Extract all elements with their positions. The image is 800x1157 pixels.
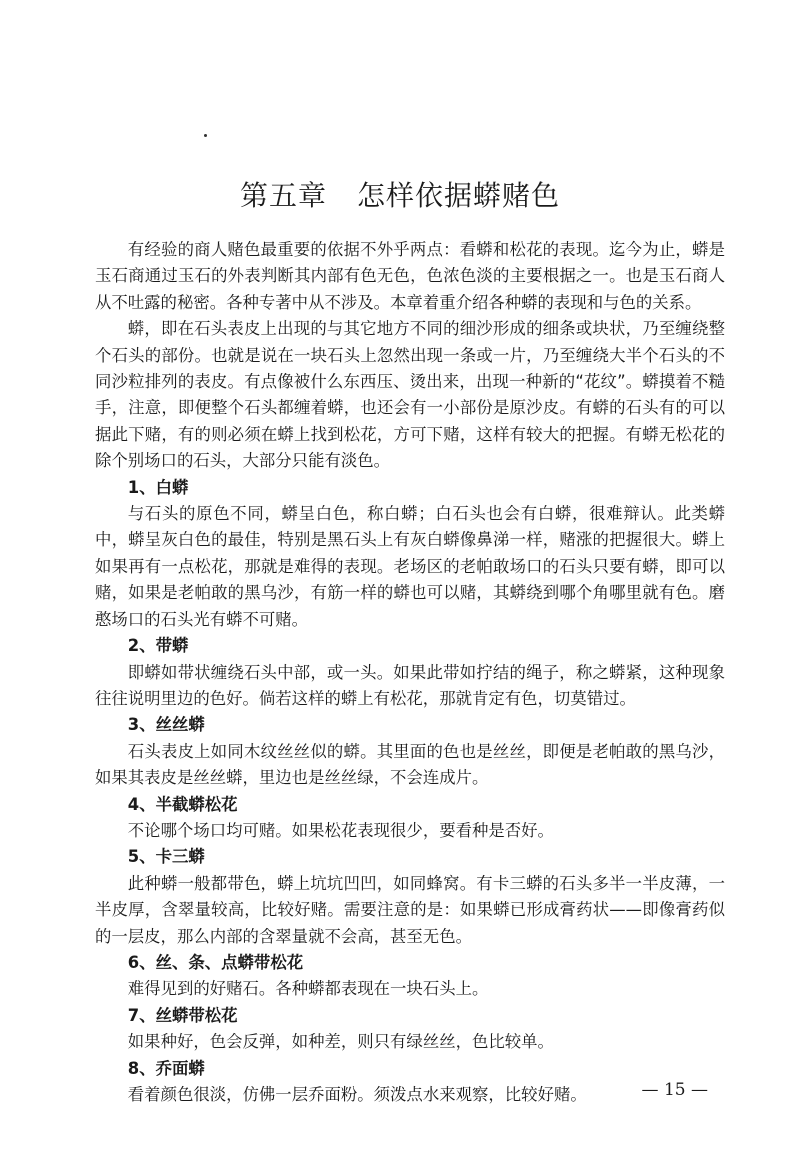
section-heading: 8、乔面蟒	[127, 1058, 205, 1078]
section-heading: 3、丝丝蟒	[127, 715, 205, 735]
body-paragraph: 此种蟒一般都带色，蟒上坑坑凹凹，如同蜂窝。有卡三蟒的石头多半一半皮薄，一半皮厚，含翠量较高，比较好赌。需要注意的是：如果蟒已形成膏药状——即像膏药似的一层皮，那么内部的含翠量就不会高，甚至无色。	[95, 873, 725, 946]
section-heading: 7、丝蟒带松花	[127, 1005, 238, 1025]
chapter-title	[0, 176, 800, 216]
chapter-number: 第五章	[239, 179, 327, 212]
section-heading: 1、白蟒	[127, 477, 189, 497]
body-paragraph: 不论哪个场口均可赌。如果松花表现很少，要看种是否好。	[127, 820, 554, 840]
body-paragraph: 蟒，即在石头表皮上出现的与其它地方不同的细沙形成的细条或块状，乃至缠绕整个石头的部份。也就是说在一块石头上忽然出现一条或一片，乃至缠绕大半个石头的不同沙粒排列的表皮。有点像被什么东西压、烫出来，出现一种新的“花纹”。蟒摸着不糙手，注意，即便整个石头都缠着蟒，也还会有一小部份是原沙皮。有蟒的石头有的可以据此下赌，有的则必须在蟒上找到松花，方可下赌，这样有较大的把握。有蟒无松花的除个别场口的石头，大部分只能有淡色。	[95, 319, 725, 471]
body-paragraph: 难得见到的好赌石。各种蟒都表现在一块石头上。	[127, 979, 489, 999]
body-paragraph: 有经验的商人赌色最重要的依据不外乎两点：看蟒和松花的表现。迄今为止，蟒是玉石商通过玉石的外表判断其内部有色无色，色浓色淡的主要根据之一。也是玉石商人从不吐露的秘密。各种专著中从不涉及。本章着重介绍各种蟒的表现和与色的关系。	[95, 240, 725, 312]
body-paragraph: 石头表皮上如同木纹丝丝似的蟒。其里面的色也是丝丝，即便是老帕敢的黑乌沙，如果其表皮是丝丝蟒，里边也是丝丝绿，不会连成片。	[95, 741, 725, 788]
page-number: — 15 —	[641, 1080, 708, 1100]
body-paragraph: 如果种好，色会反弹，如种差，则只有绿丝丝，色比较单。	[127, 1032, 554, 1052]
section-heading: 5、卡三蟒	[127, 847, 205, 867]
section-heading: 6、丝、条、点蟒带松花	[127, 952, 304, 972]
chapter-title-text: 怎样依据蟒赌色	[357, 179, 561, 212]
body-paragraph: 看着颜色很淡，仿佛一层乔面粉。须泼点水来观察，比较好赌。	[127, 1085, 587, 1104]
section-heading: 4、半截蟒松花	[127, 794, 238, 814]
body-paragraph: 即蟒如带状缠绕石头中部，或一头。如果此带如拧结的绳子，称之蟒紧，这种现象往往说明里边的色好。倘若这样的蟒上有松花，那就肯定有色，切莫错过。	[95, 662, 725, 708]
body-paragraph: 与石头的原色不同，蟒呈白色，称白蟒；白石头也会有白蟒，很难辩认。此类蟒中，蟒呈灰白色的最佳，特别是黑石头上有灰白蟒像鼻涕一样，赌涨的把握很大。蟒上如果再有一点松花，那就是难得的表现。老场区的老帕敢场口的石头只要有蟒，即可以赌，如果是老帕敢的黑乌沙，有筋一样的蟒也可以赌，其蟒绕到哪个角哪里就有色。磨憨场口的石头光有蟒不可赌。	[95, 504, 725, 629]
scan-speck	[204, 134, 207, 137]
section-heading: 2、带蟒	[127, 636, 189, 656]
chapter-body	[95, 237, 725, 1108]
